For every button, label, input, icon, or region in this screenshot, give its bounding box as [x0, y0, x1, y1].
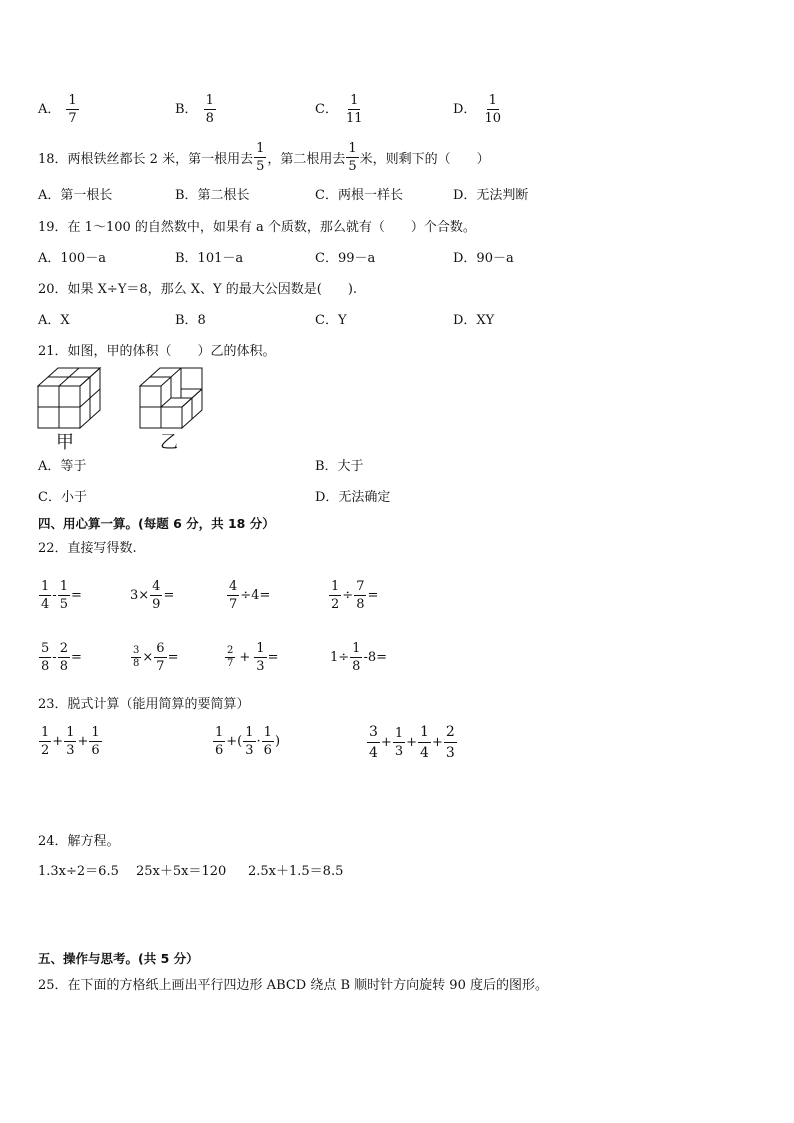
fraction: $\frac{4}{7}$ [229, 579, 238, 612]
q23-question: 23．脱式计算（能用简算的要简算） [38, 697, 250, 712]
fraction: $\frac{1}{5}$ [256, 141, 265, 174]
q18-option-b: B．第二根长 [175, 188, 250, 203]
q22-expr-1: $\frac{1}{4}$ - $\frac{1}{5}$ = [41, 579, 82, 612]
q23-expr-2: $\frac{1}{6}$ +( $\frac{1}{3}$ · $\frac{1}{6}$ ) [215, 725, 281, 758]
q22-expr-3: $\frac{4}{7}$ ÷4= [229, 579, 271, 612]
fraction: $\frac{3}{4}$ [369, 724, 378, 761]
q21-option-d: D．无法确定 [315, 490, 391, 505]
q21-option-a: A．等于 [38, 459, 87, 474]
q19-option-d: D．90－a [453, 251, 514, 266]
q21-option-b: B．大于 [315, 459, 364, 474]
option-letter: A． [38, 101, 61, 117]
q22-expr-5: $\frac{5}{8}$ - $\frac{2}{8}$ = [41, 641, 82, 674]
q24-equation-2: 25x＋5x＝120 [136, 864, 227, 879]
fraction: $\frac{1}{7}$ [68, 93, 77, 126]
q22-expr-6: $\frac{3}{8}$ × $\frac{6}{7}$ = [133, 641, 179, 674]
cube-figure-jia [36, 366, 104, 430]
fraction: $\frac{1}{3}$ [66, 725, 75, 758]
q17-option-d [453, 92, 504, 127]
q19-option-a: A．100－a [38, 251, 106, 266]
cube-figure-yi [138, 366, 206, 430]
q24-equation-1: 1.3x÷2＝6.5 [38, 864, 119, 879]
q20-option-d: D．XY [453, 313, 495, 328]
fraction: $\frac{2}{7}$ [227, 645, 234, 669]
q17-option-c [315, 92, 366, 127]
fraction: $\frac{5}{8}$ [41, 641, 50, 674]
q21-question: 21．如图，甲的体积（ ）乙的体积。 [38, 344, 276, 359]
q20-option-a: A．X [38, 313, 70, 328]
q17-option-b [175, 92, 217, 127]
q17-option-a [38, 92, 80, 127]
q22-expr-7: $\frac{2}{7}$ + $\frac{1}{3}$ = [227, 641, 279, 674]
fraction: $\frac{1}{5}$ [348, 141, 357, 174]
q22-question: 22．直接写得数. [38, 541, 137, 556]
q22-expr-2: 3× $\frac{4}{9}$ = [130, 579, 175, 612]
q18-option-a: A．第一根长 [38, 188, 113, 203]
q22-expr-4: $\frac{1}{2}$ ÷ $\frac{7}{8}$ = [331, 579, 379, 612]
fraction: $\frac{1}{3}$ [256, 641, 265, 674]
fraction: $\frac{1}{3}$ [394, 726, 404, 759]
cube-label-jia: 甲 [56, 432, 74, 453]
section-4-title: 四、用心算一算。(每题 6 分，共 18 分） [38, 516, 275, 531]
fraction: $\frac{4}{9}$ [152, 579, 161, 612]
q25-question: 25．在下面的方格纸上画出平行四边形 ABCD 绕点 B 顺时针方向旋转 90 度后的图形。 [38, 978, 548, 993]
q18-question: 18．两根铁丝都长 2 米，第一根用去 $\frac{1}{5}$ ，第二根用去 $\frac{1}{5}$ 米，则剩下的（ ） [38, 141, 490, 174]
section-5-title: 五、操作与思考。(共 5 分） [38, 951, 199, 966]
fraction: $\frac{1}{2}$ [41, 725, 50, 758]
option-letter: B． [175, 101, 198, 117]
fraction: $\frac{1}{2}$ [331, 579, 340, 612]
option-letter: D． [453, 101, 477, 117]
cube-label-yi: 乙 [160, 432, 178, 453]
fraction: $\frac{1}{8}$ [352, 641, 361, 674]
q23-expr-3: $\frac{3}{4}$ + $\frac{1}{3}$ + $\frac{1}{4}$ + $\frac{2}{3}$ [369, 724, 455, 761]
fraction: $\frac{1}{6}$ [215, 725, 224, 758]
q20-question: 20．如果 X÷Y＝8，那么 X、Y 的最大公因数是( ). [38, 282, 358, 297]
fraction: $\frac{1}{11}$ [345, 93, 363, 126]
fraction: $\frac{1}{6}$ [263, 725, 272, 758]
fraction: $\frac{1}{8}$ [205, 93, 214, 126]
q18-option-c: C．两根一样长 [315, 188, 403, 203]
fraction: $\frac{7}{8}$ [356, 579, 365, 612]
q19-question: 19．在 1～100 的自然数中，如果有 a 个质数，那么就有（ ）个合数。 [38, 220, 476, 235]
q20-option-b: B．8 [175, 313, 206, 328]
q22-expr-8: 1÷ $\frac{1}{8}$ - 8= [330, 641, 388, 674]
option-letter: C． [315, 101, 338, 117]
fraction: $\frac{1}{10}$ [484, 93, 501, 126]
q24-question: 24．解方程。 [38, 834, 120, 849]
q19-option-b: B．101－a [175, 251, 244, 266]
fraction: $\frac{6}{7}$ [156, 641, 165, 674]
fraction: $\frac{1}{4}$ [420, 724, 429, 761]
fraction: $\frac{2}{8}$ [59, 641, 68, 674]
q24-equation-3: 2.5x＋1.5＝8.5 [248, 864, 344, 879]
q21-option-c: C．小于 [38, 490, 87, 505]
fraction: $\frac{2}{3}$ [445, 724, 455, 761]
q20-option-c: C．Y [315, 313, 347, 328]
fraction: $\frac{1}{3}$ [245, 725, 254, 758]
q18-option-d: D．无法判断 [453, 188, 529, 203]
fraction: $\frac{1}{6}$ [91, 725, 100, 758]
q19-option-c: C．99－a [315, 251, 376, 266]
fraction: $\frac{1}{5}$ [59, 579, 68, 612]
fraction: $\frac{3}{8}$ [133, 645, 140, 669]
fraction: $\frac{1}{4}$ [41, 579, 50, 612]
q23-expr-1: $\frac{1}{2}$ + $\frac{1}{3}$ + $\frac{1}{6}$ [41, 725, 100, 758]
